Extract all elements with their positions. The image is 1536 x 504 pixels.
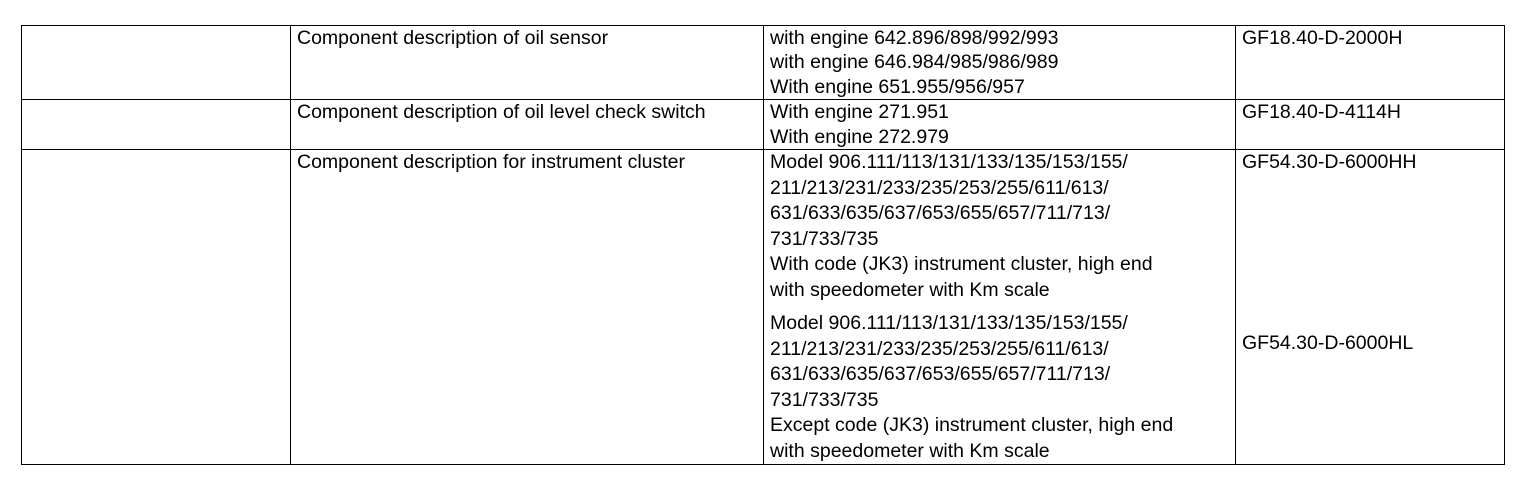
applicability-line: With engine 271.951 bbox=[770, 101, 949, 124]
applicability-entry bbox=[770, 150, 1229, 303]
applicability-line: 631/633/635/637/653/655/657/711/713/ bbox=[770, 363, 1111, 386]
applicability-cell bbox=[764, 150, 1236, 465]
applicability-line: With engine 272.979 bbox=[770, 125, 949, 148]
document-number-cell bbox=[1236, 26, 1505, 100]
description-cell bbox=[291, 26, 764, 100]
description-text: Component description of oil sensor bbox=[297, 27, 609, 49]
document-number: GF54.30-D-6000HH bbox=[1242, 151, 1417, 174]
document-number: GF18.40-D-4114H bbox=[1242, 101, 1401, 124]
applicability-line: With code (JK3) instrument cluster, high end bbox=[770, 253, 1153, 276]
applicability-entry bbox=[770, 311, 1229, 464]
category-cell bbox=[22, 150, 291, 465]
applicability-line: 211/213/231/233/235/253/255/611/613/ bbox=[770, 176, 1109, 199]
table-row bbox=[22, 26, 1505, 100]
applicability-line: Except code (JK3) instrument cluster, high end bbox=[770, 414, 1174, 437]
description-text: Component description for instrument cluster bbox=[297, 151, 686, 174]
applicability-line: with engine 646.984/985/986/989 bbox=[770, 51, 1059, 74]
applicability-line: with speedometer with Km scale bbox=[770, 278, 1050, 301]
description-cell bbox=[291, 100, 764, 150]
document-number-cell bbox=[1236, 100, 1505, 150]
category-cell bbox=[22, 100, 291, 150]
description-cell bbox=[291, 150, 764, 465]
applicability-line: with speedometer with Km scale bbox=[770, 439, 1050, 462]
applicability-cell bbox=[764, 26, 1236, 100]
table-row bbox=[22, 150, 1505, 465]
spacer bbox=[1242, 174, 1498, 331]
document-table bbox=[21, 25, 1505, 465]
document-number: GF54.30-D-6000HL bbox=[1242, 332, 1414, 355]
applicability-line: Model 906.111/113/131/133/135/153/155/ bbox=[770, 312, 1128, 335]
applicability-line: Model 906.111/113/131/133/135/153/155/ bbox=[770, 151, 1128, 174]
document-number-cell bbox=[1236, 150, 1505, 465]
applicability-line: with engine 642.896/898/992/993 bbox=[770, 27, 1059, 49]
category-cell bbox=[22, 26, 291, 100]
applicability-cell bbox=[764, 100, 1236, 150]
table-row bbox=[22, 100, 1505, 150]
description-text: Component description of oil level check switch bbox=[297, 101, 706, 124]
document-number: GF18.40-D-2000H bbox=[1242, 27, 1403, 49]
applicability-line: 631/633/635/637/653/655/657/711/713/ bbox=[770, 202, 1111, 225]
applicability-line: 211/213/231/233/235/253/255/611/613/ bbox=[770, 337, 1109, 360]
applicability-line: With engine 651.955/956/957 bbox=[770, 75, 1025, 98]
applicability-line: 731/733/735 bbox=[770, 227, 879, 250]
applicability-line: 731/733/735 bbox=[770, 388, 879, 411]
